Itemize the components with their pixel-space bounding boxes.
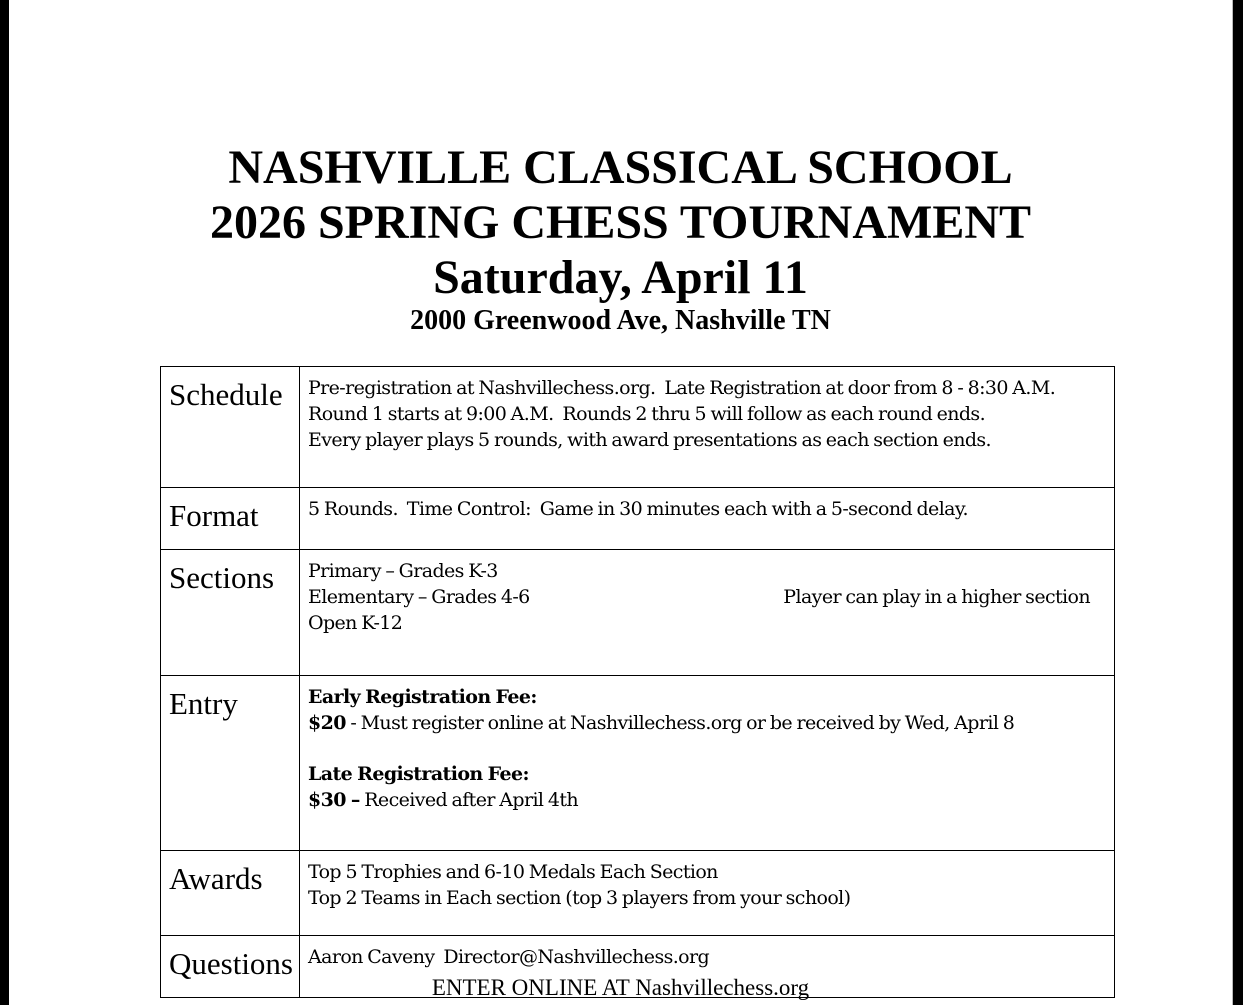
sections-label: Sections	[161, 550, 300, 676]
awards-line: Top 2 Teams in Each section (top 3 players from your school)	[308, 887, 851, 909]
schedule-label: Schedule	[161, 367, 300, 488]
tournament-info-table	[160, 366, 1115, 998]
late-fee-price: $30 –	[308, 789, 360, 811]
enter-online-footer: ENTER ONLINE AT Nashvillechess.org	[431, 975, 810, 1000]
event-address: 2000 Greenwood Ave, Nashville TN	[410, 305, 831, 336]
format-label: Format	[161, 488, 300, 550]
spacer	[308, 736, 1106, 761]
entry-label: Entry	[161, 676, 300, 851]
schedule-line: Every player plays 5 rounds, with award presentations as each section ends.	[308, 429, 991, 451]
format-line: 5 Rounds. Time Control: Game in 30 minutes each with a 5-second delay.	[308, 498, 968, 520]
document-page	[9, 0, 1233, 1005]
early-fee-heading: Early Registration Fee:	[308, 686, 537, 708]
school-title: NASHVILLE CLASSICAL SCHOOL	[228, 141, 1013, 194]
awards-line: Top 5 Trophies and 6-10 Medals Each Section	[308, 861, 718, 883]
section-item	[308, 584, 1106, 610]
section-item: Open K-12	[308, 612, 403, 634]
schedule-line: Pre-registration at Nashvillechess.org. Late Registration at door from 8 - 8:30 A.M.	[308, 377, 1056, 399]
sections-content	[300, 550, 1115, 676]
sections-row	[161, 550, 1115, 676]
early-fee-price: $20	[308, 712, 346, 734]
awards-label: Awards	[161, 851, 300, 936]
sections-note: Player can play in a higher section	[783, 586, 1090, 608]
early-fee-line	[308, 710, 1106, 736]
section-item: Primary – Grades K-3	[308, 560, 498, 582]
schedule-row	[161, 367, 1115, 488]
awards-content	[300, 851, 1115, 936]
section-item-text: Elementary – Grades 4-6	[308, 586, 530, 608]
event-date: Saturday, April 11	[433, 251, 808, 304]
schedule-line: Round 1 starts at 9:00 A.M. Rounds 2 thru 5 will follow as each round ends.	[308, 403, 986, 425]
format-content	[300, 488, 1115, 550]
schedule-content	[300, 367, 1115, 488]
late-fee-line	[308, 787, 1106, 813]
format-row	[161, 488, 1115, 550]
entry-row	[161, 676, 1115, 851]
early-fee-detail: - Must register online at Nashvillechess.org or be received by Wed, April 8	[345, 712, 1015, 734]
event-title: 2026 SPRING CHESS TOURNAMENT	[209, 196, 1032, 249]
contact-line: Aaron Caveny Director@Nashvillechess.org	[308, 946, 710, 968]
questions-label: Questions	[161, 936, 300, 998]
late-fee-heading: Late Registration Fee:	[308, 763, 529, 785]
late-fee-detail: Received after April 4th	[359, 789, 578, 811]
awards-row	[161, 851, 1115, 936]
entry-content	[300, 676, 1115, 851]
